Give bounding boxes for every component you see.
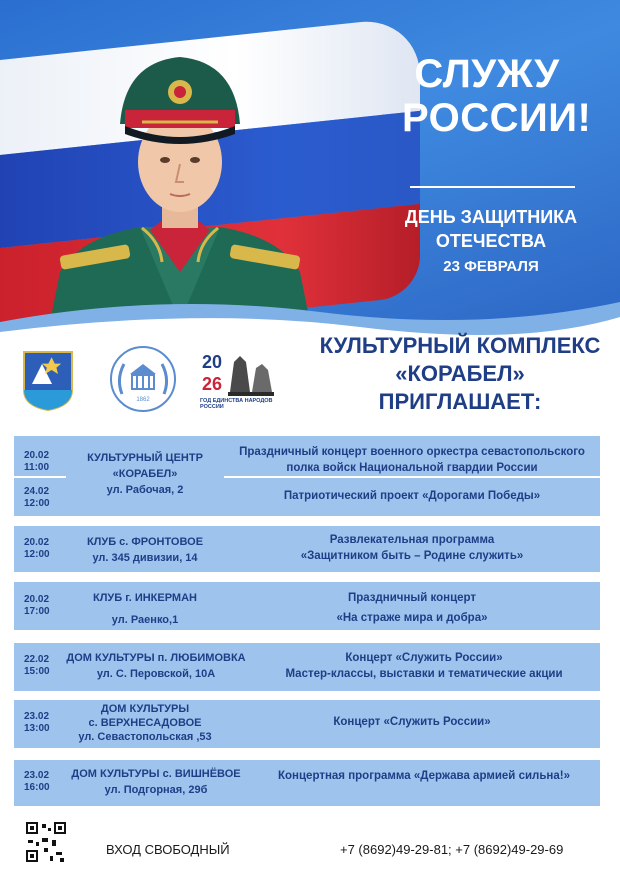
event-time: 15:00 [24, 666, 50, 677]
organizer-heading [300, 332, 620, 416]
event-title: Концерт «Служить России» [333, 716, 491, 728]
event-time: 13:00 [24, 723, 50, 734]
hero-title [402, 52, 592, 140]
event-title: Мастер-классы, выставки и тематические акции [285, 668, 563, 680]
event-description [224, 590, 600, 626]
venue-name: ДОМ КУЛЬТУРЫ с. ВИШНЁВОЕ [71, 768, 241, 780]
row-1-date-divider [14, 476, 66, 478]
event-description [224, 444, 600, 476]
event-description [248, 768, 600, 784]
venue-block [66, 766, 246, 798]
hero-subtitle-line1: ДЕНЬ ЗАЩИТНИКА [404, 207, 578, 227]
hero-title-line1: СЛУЖУ [414, 52, 560, 96]
venue-block [70, 702, 220, 744]
event-title: Развлекательная программа [329, 534, 495, 546]
row-1-event-divider [224, 476, 600, 478]
event-title: Концерт «Служить России» [345, 652, 503, 664]
schedule-date [24, 537, 50, 561]
venue-address: ул. Подгорная, 29б [104, 784, 208, 796]
event-date: 20.02 [24, 450, 50, 461]
venue-name: КУЛЬТУРНЫЙ ЦЕНТР [87, 452, 203, 464]
event-description [224, 714, 600, 730]
venue-name: КЛУБ с. ФРОНТОВОЕ [86, 536, 204, 548]
venue-name: КЛУБ г. ИНКЕРМАН [93, 592, 197, 604]
venue-address: ул. Раенко,1 [111, 614, 179, 626]
organizer-line2: «КОРАБЕЛ» [395, 361, 525, 386]
event-date: 23.02 [24, 770, 50, 781]
event-date: 23.02 [24, 711, 50, 722]
hero-divider [410, 186, 575, 188]
year-digits-bottom: 26 [202, 374, 223, 394]
event-time: 11:00 [24, 462, 50, 473]
event-title: «На страже мира и добра» [336, 612, 488, 624]
schedule-date [24, 711, 50, 735]
year-digits-top: 20 [202, 352, 223, 372]
hero-subtitle-line2: ОТЕЧЕСТВА [435, 231, 547, 251]
hero-banner [0, 0, 620, 330]
venue-block [66, 650, 246, 682]
venue-address: ул. 345 дивизии, 14 [92, 552, 198, 564]
venue-name: с. ВЕРХНЕСАДОВОЕ [88, 717, 202, 729]
event-title: Праздничный концерт [347, 592, 477, 604]
event-time: 12:00 [24, 498, 50, 509]
entry-note: ВХОД СВОБОДНЫЙ [106, 842, 230, 857]
event-title: Патриотический проект «Дорогами Победы» [283, 490, 541, 502]
venue-name: «КОРАБЕЛ» [112, 468, 178, 480]
organizer-line1: КУЛЬТУРНЫЙ КОМПЛЕКС [319, 333, 601, 358]
schedule-date [24, 594, 50, 618]
event-date: 22.02 [24, 654, 50, 665]
institution-emblem-logo [108, 344, 178, 414]
venue-block [70, 534, 220, 566]
event-date: 20.02 [24, 594, 50, 605]
event-title: «Защитником быть – Родине служить» [300, 550, 524, 562]
schedule-date [24, 450, 49, 474]
event-description [224, 488, 600, 504]
year-of-unity-caption: ГОД ЕДИНСТВА НАРОДОВ РОССИИ [200, 398, 273, 410]
venue-address: ул. Рабочая, 2 [106, 484, 184, 496]
venue-block [70, 450, 220, 498]
schedule-date [24, 486, 50, 510]
venue-address: ул. Севастопольская ,53 [78, 731, 212, 743]
venue-name: ДОМ КУЛЬТУРЫ п. ЛЮБИМОВКА [66, 652, 246, 664]
event-description [248, 650, 600, 682]
hero-title-line2: РОССИИ! [402, 96, 592, 140]
venue-name: ДОМ КУЛЬТУРЫ [100, 703, 190, 715]
organizer-line3: ПРИГЛАШАЕТ: [378, 389, 542, 414]
event-description [224, 532, 600, 564]
event-title: Концертная программа «Держава армией сильна!» [278, 770, 570, 782]
event-title: Праздничный концерт военного оркестра севастопольского [239, 446, 585, 458]
event-date: 20.02 [24, 537, 50, 548]
event-time: 16:00 [24, 782, 50, 793]
schedule-date [24, 654, 50, 678]
sevastopol-coat-of-arms-logo [22, 350, 74, 412]
event-time: 12:00 [24, 549, 50, 560]
venue-block [70, 590, 220, 628]
hero-subtitle [396, 205, 586, 253]
qr-code-icon[interactable] [24, 820, 68, 864]
event-time: 17:00 [24, 606, 50, 617]
soldier-portrait [30, 22, 330, 322]
bank-year: 1862 [136, 397, 150, 403]
hero-date: 23 ФЕВРАЛЯ [443, 258, 539, 275]
contact-phones: +7 (8692)49-29-81; +7 (8692)49-29-69 [340, 842, 564, 857]
venue-address: ул. С. Перовской, 10А [96, 668, 216, 680]
event-date: 24.02 [24, 486, 50, 497]
event-title: полка войск Национальной гвардии России [286, 462, 538, 474]
schedule-date [24, 770, 50, 794]
